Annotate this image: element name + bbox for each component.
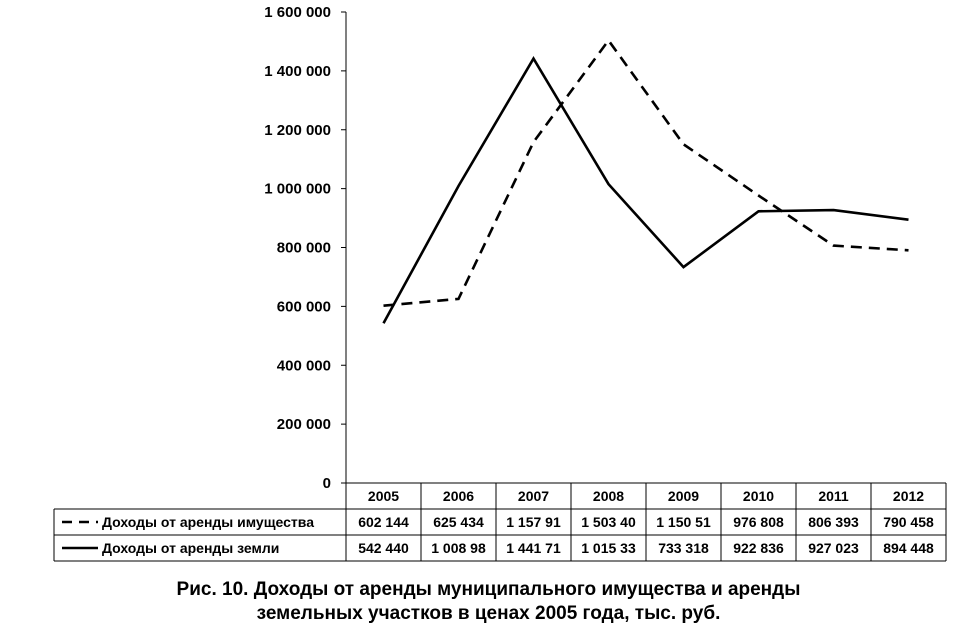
series-line-solid (384, 59, 909, 324)
x-category-label: 2012 (892, 488, 925, 504)
y-tick-label: 800 000 (276, 239, 331, 257)
table-value-cell: 1 008 98 (431, 540, 486, 556)
table-value-cell: 602 144 (358, 514, 409, 530)
y-tick-label: 200 000 (276, 416, 331, 434)
x-category-label: 2011 (818, 488, 849, 504)
legend-label: Доходы от аренды земли (102, 540, 280, 556)
y-tick-label: 1 600 000 (264, 4, 331, 21)
table-value-cell: 927 023 (808, 540, 859, 556)
y-tick-label: 400 000 (276, 357, 331, 375)
x-category-label: 2008 (592, 488, 625, 504)
table-value-cell: 894 448 (883, 540, 934, 556)
figure-caption (0, 578, 977, 626)
table-value-cell: 1 015 33 (581, 540, 636, 556)
table-value-cell: 976 808 (733, 514, 784, 530)
legend-label: Доходы от аренды имущества (102, 514, 314, 530)
table-value-cell: 1 441 71 (506, 540, 561, 556)
table-value-cell: 625 434 (433, 514, 484, 530)
table-value-cell: 1 503 40 (581, 514, 636, 530)
x-category-label: 2010 (742, 488, 775, 504)
x-category-label: 2005 (367, 488, 400, 504)
table-value-cell: 790 458 (883, 514, 934, 530)
x-category-label: 2007 (517, 488, 550, 504)
y-tick-label: 1 200 000 (264, 121, 331, 139)
table-value-cell: 1 157 91 (506, 514, 561, 530)
y-tick-label: 1 400 000 (264, 62, 331, 80)
table-value-cell: 922 836 (733, 540, 784, 556)
table-value-cell: 1 150 51 (656, 514, 711, 530)
x-category-label: 2006 (442, 488, 475, 504)
y-tick-label: 0 (322, 475, 331, 492)
series-line-dashed (384, 40, 909, 305)
x-category-label: 2009 (667, 488, 700, 504)
table-value-cell: 542 440 (358, 540, 409, 556)
y-tick-label: 600 000 (276, 298, 331, 316)
y-tick-label: 1 000 000 (264, 180, 331, 198)
table-value-cell: 806 393 (808, 514, 859, 530)
caption-line-2: земельных участков в ценах 2005 года, тыс. руб. (256, 603, 721, 624)
caption-line-1: Рис. 10. Доходы от аренды муниципального имущества и аренды (176, 579, 801, 600)
table-value-cell: 733 318 (658, 540, 709, 556)
